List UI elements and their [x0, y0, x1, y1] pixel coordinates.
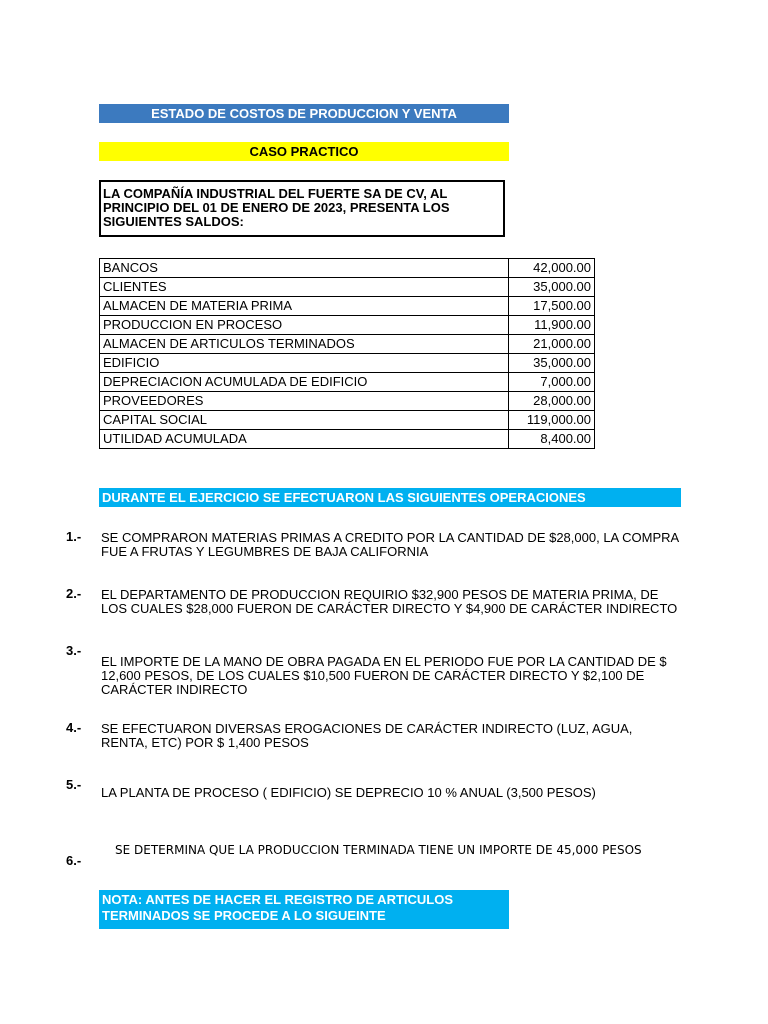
- operation-text: LA PLANTA DE PROCESO ( EDIFICIO) SE DEPRECIO 10 % ANUAL (3,500 PESOS): [101, 785, 596, 800]
- operation-number: 1.-: [66, 529, 82, 544]
- account-amount: 7,000.00: [509, 373, 595, 392]
- table-row: [100, 373, 595, 392]
- account-amount: 42,000.00: [509, 259, 595, 278]
- operation-number: 5.-: [66, 777, 82, 792]
- operation-number: 2.-: [66, 586, 82, 601]
- account-name: EDIFICIO: [100, 354, 509, 373]
- case-subtitle: CASO PRACTICO: [99, 142, 509, 161]
- account-amount: 11,900.00: [509, 316, 595, 335]
- balances-table: [99, 258, 595, 449]
- table-row: [100, 316, 595, 335]
- table-row: [100, 354, 595, 373]
- account-name: BANCOS: [100, 259, 509, 278]
- operation-text: EL IMPORTE DE LA MANO DE OBRA PAGADA EN EL PERIODO FUE POR LA CANTIDAD DE $ 12,600 PESOS, DE LOS CUALES $10,500 FUERON DE CARÁCTER DIRECTO Y $2,100 DE CARÁCTER INDIRECTO: [101, 654, 667, 697]
- account-name: UTILIDAD ACUMULADA: [100, 430, 509, 449]
- note-banner: NOTA: ANTES DE HACER EL REGISTRO DE ARTICULOS TERMINADOS SE PROCEDE A LO SIGUEINTE: [99, 890, 509, 929]
- intro-paragraph: LA COMPAÑÍA INDUSTRIAL DEL FUERTE SA DE CV, AL PRINCIPIO DEL 01 DE ENERO DE 2023, PRESENTA LOS SIGUIENTES SALDOS:: [99, 180, 505, 237]
- account-name: ALMACEN DE ARTICULOS TERMINADOS: [100, 335, 509, 354]
- account-amount: 35,000.00: [509, 354, 595, 373]
- table-row: [100, 297, 595, 316]
- table-row: [100, 411, 595, 430]
- table-row: [100, 278, 595, 297]
- operation-text: SE DETERMINA QUE LA PRODUCCION TERMINADA TIENE UN IMPORTE DE 45,000 PESOS: [115, 843, 642, 857]
- table-row: [100, 335, 595, 354]
- operation-text: SE EFECTUARON DIVERSAS EROGACIONES DE CARÁCTER INDIRECTO (LUZ, AGUA, RENTA, ETC) POR $ 1,400 PESOS: [101, 721, 633, 750]
- account-name: ALMACEN DE MATERIA PRIMA: [100, 297, 509, 316]
- account-name: PRODUCCION EN PROCESO: [100, 316, 509, 335]
- account-amount: 119,000.00: [509, 411, 595, 430]
- account-name: CAPITAL SOCIAL: [100, 411, 509, 430]
- account-name: CLIENTES: [100, 278, 509, 297]
- operation-text: SE COMPRARON MATERIAS PRIMAS A CREDITO POR LA CANTIDAD DE $28,000, LA COMPRA FUE A FRUTAS Y LEGUMBRES DE BAJA CALIFORNIA: [101, 530, 679, 559]
- table-row: [100, 430, 595, 449]
- operation-number: 3.-: [66, 643, 82, 658]
- account-amount: 17,500.00: [509, 297, 595, 316]
- account-amount: 8,400.00: [509, 430, 595, 449]
- operation-number: 4.-: [66, 720, 82, 735]
- document-title: ESTADO DE COSTOS DE PRODUCCION Y VENTA: [99, 104, 509, 123]
- table-row: [100, 259, 595, 278]
- account-name: DEPRECIACION ACUMULADA DE EDIFICIO: [100, 373, 509, 392]
- account-amount: 28,000.00: [509, 392, 595, 411]
- operation-text: EL DEPARTAMENTO DE PRODUCCION REQUIRIO $32,900 PESOS DE MATERIA PRIMA, DE LOS CUALES $28,000 FUERON DE CARÁCTER DIRECTO Y $4,900 DE CARÁCTER INDIRECTO: [101, 587, 678, 616]
- account-amount: 35,000.00: [509, 278, 595, 297]
- account-name: PROVEEDORES: [100, 392, 509, 411]
- operation-number: 6.-: [66, 853, 82, 868]
- account-amount: 21,000.00: [509, 335, 595, 354]
- table-row: [100, 392, 595, 411]
- operations-header: DURANTE EL EJERCICIO SE EFECTUARON LAS SIGUIENTES OPERACIONES: [99, 488, 681, 507]
